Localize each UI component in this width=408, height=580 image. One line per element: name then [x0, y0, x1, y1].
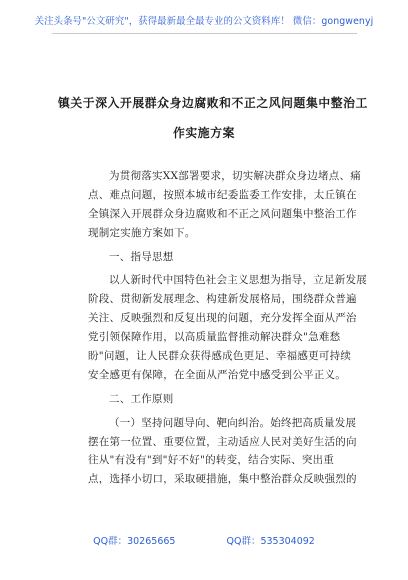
- paragraph-work-principles: [88, 414, 357, 490]
- document-body: [88, 167, 367, 489]
- paragraph-line: 摆在第一位置、重要位置，主动适应人民对美好生活的向: [88, 435, 357, 448]
- paragraph-line: 点、难点问题，按照本城市纪委监委工作安排，太丘镇在: [88, 188, 357, 201]
- paragraph-line: 往从"有没有"到"好不好"的转变，结合实际、突出重: [88, 454, 335, 467]
- section-heading-work-principles: 二、工作原则: [109, 392, 174, 405]
- section-heading-guiding-ideology: 一、指导思想: [109, 250, 174, 263]
- paragraph-guiding-ideology: [88, 271, 367, 384]
- footer-contact: [0, 533, 408, 547]
- paragraph-intro: [88, 167, 361, 243]
- footer-qq-group-2: QQ群：535304092: [226, 536, 315, 547]
- paragraph-line: 阶段、贯彻新发展理念、构建新发展格局，围绕群众普遍: [88, 293, 357, 306]
- header-divider: [52, 33, 357, 34]
- paragraph-line: 点，选择小切口，采取硬措施，集中整治群众反映强烈的: [88, 473, 357, 486]
- document-title-line-2: 作实施方案: [173, 126, 235, 140]
- paragraph-line: （一）坚持问题导向、靶向纠治。始终把高质量发展: [109, 416, 357, 429]
- header-banner: 关注头条号"公文研究"，获得最新最全最专业的公文资料库！ 微信：gongwenyj: [34, 16, 374, 27]
- paragraph-line: 现制定实施方案如下。: [88, 226, 196, 239]
- paragraph-line: 盼"问题，让人民群众获得感成色更足、幸福感更可持续: [88, 350, 352, 363]
- paragraph-line: 关注、反映强烈和反复出现的问题，充分发挥全面从严治: [88, 312, 357, 325]
- paragraph-line: 全镇深入开展群众身边腐败和不正之风问题集中整治工作: [88, 207, 357, 220]
- paragraph-line: 为贯彻落实XX部署要求，切实解决群众身边堵点、痛: [109, 170, 361, 182]
- paragraph-line: 安全感更有保障，在全面从严治党中感受到公平正义。: [88, 368, 346, 381]
- document-title-line-1: 镇关于深入开展群众身边腐败和不正之风问题集中整治工: [58, 96, 368, 110]
- footer-qq-group-1: QQ群：30265665: [93, 536, 176, 547]
- paragraph-line: 以人新时代中国特色社会主义思想为指导，立足新发展: [109, 274, 367, 287]
- paragraph-line: 党引领保障作用，以高质量监督推动解决群众"急难愁: [88, 331, 341, 344]
